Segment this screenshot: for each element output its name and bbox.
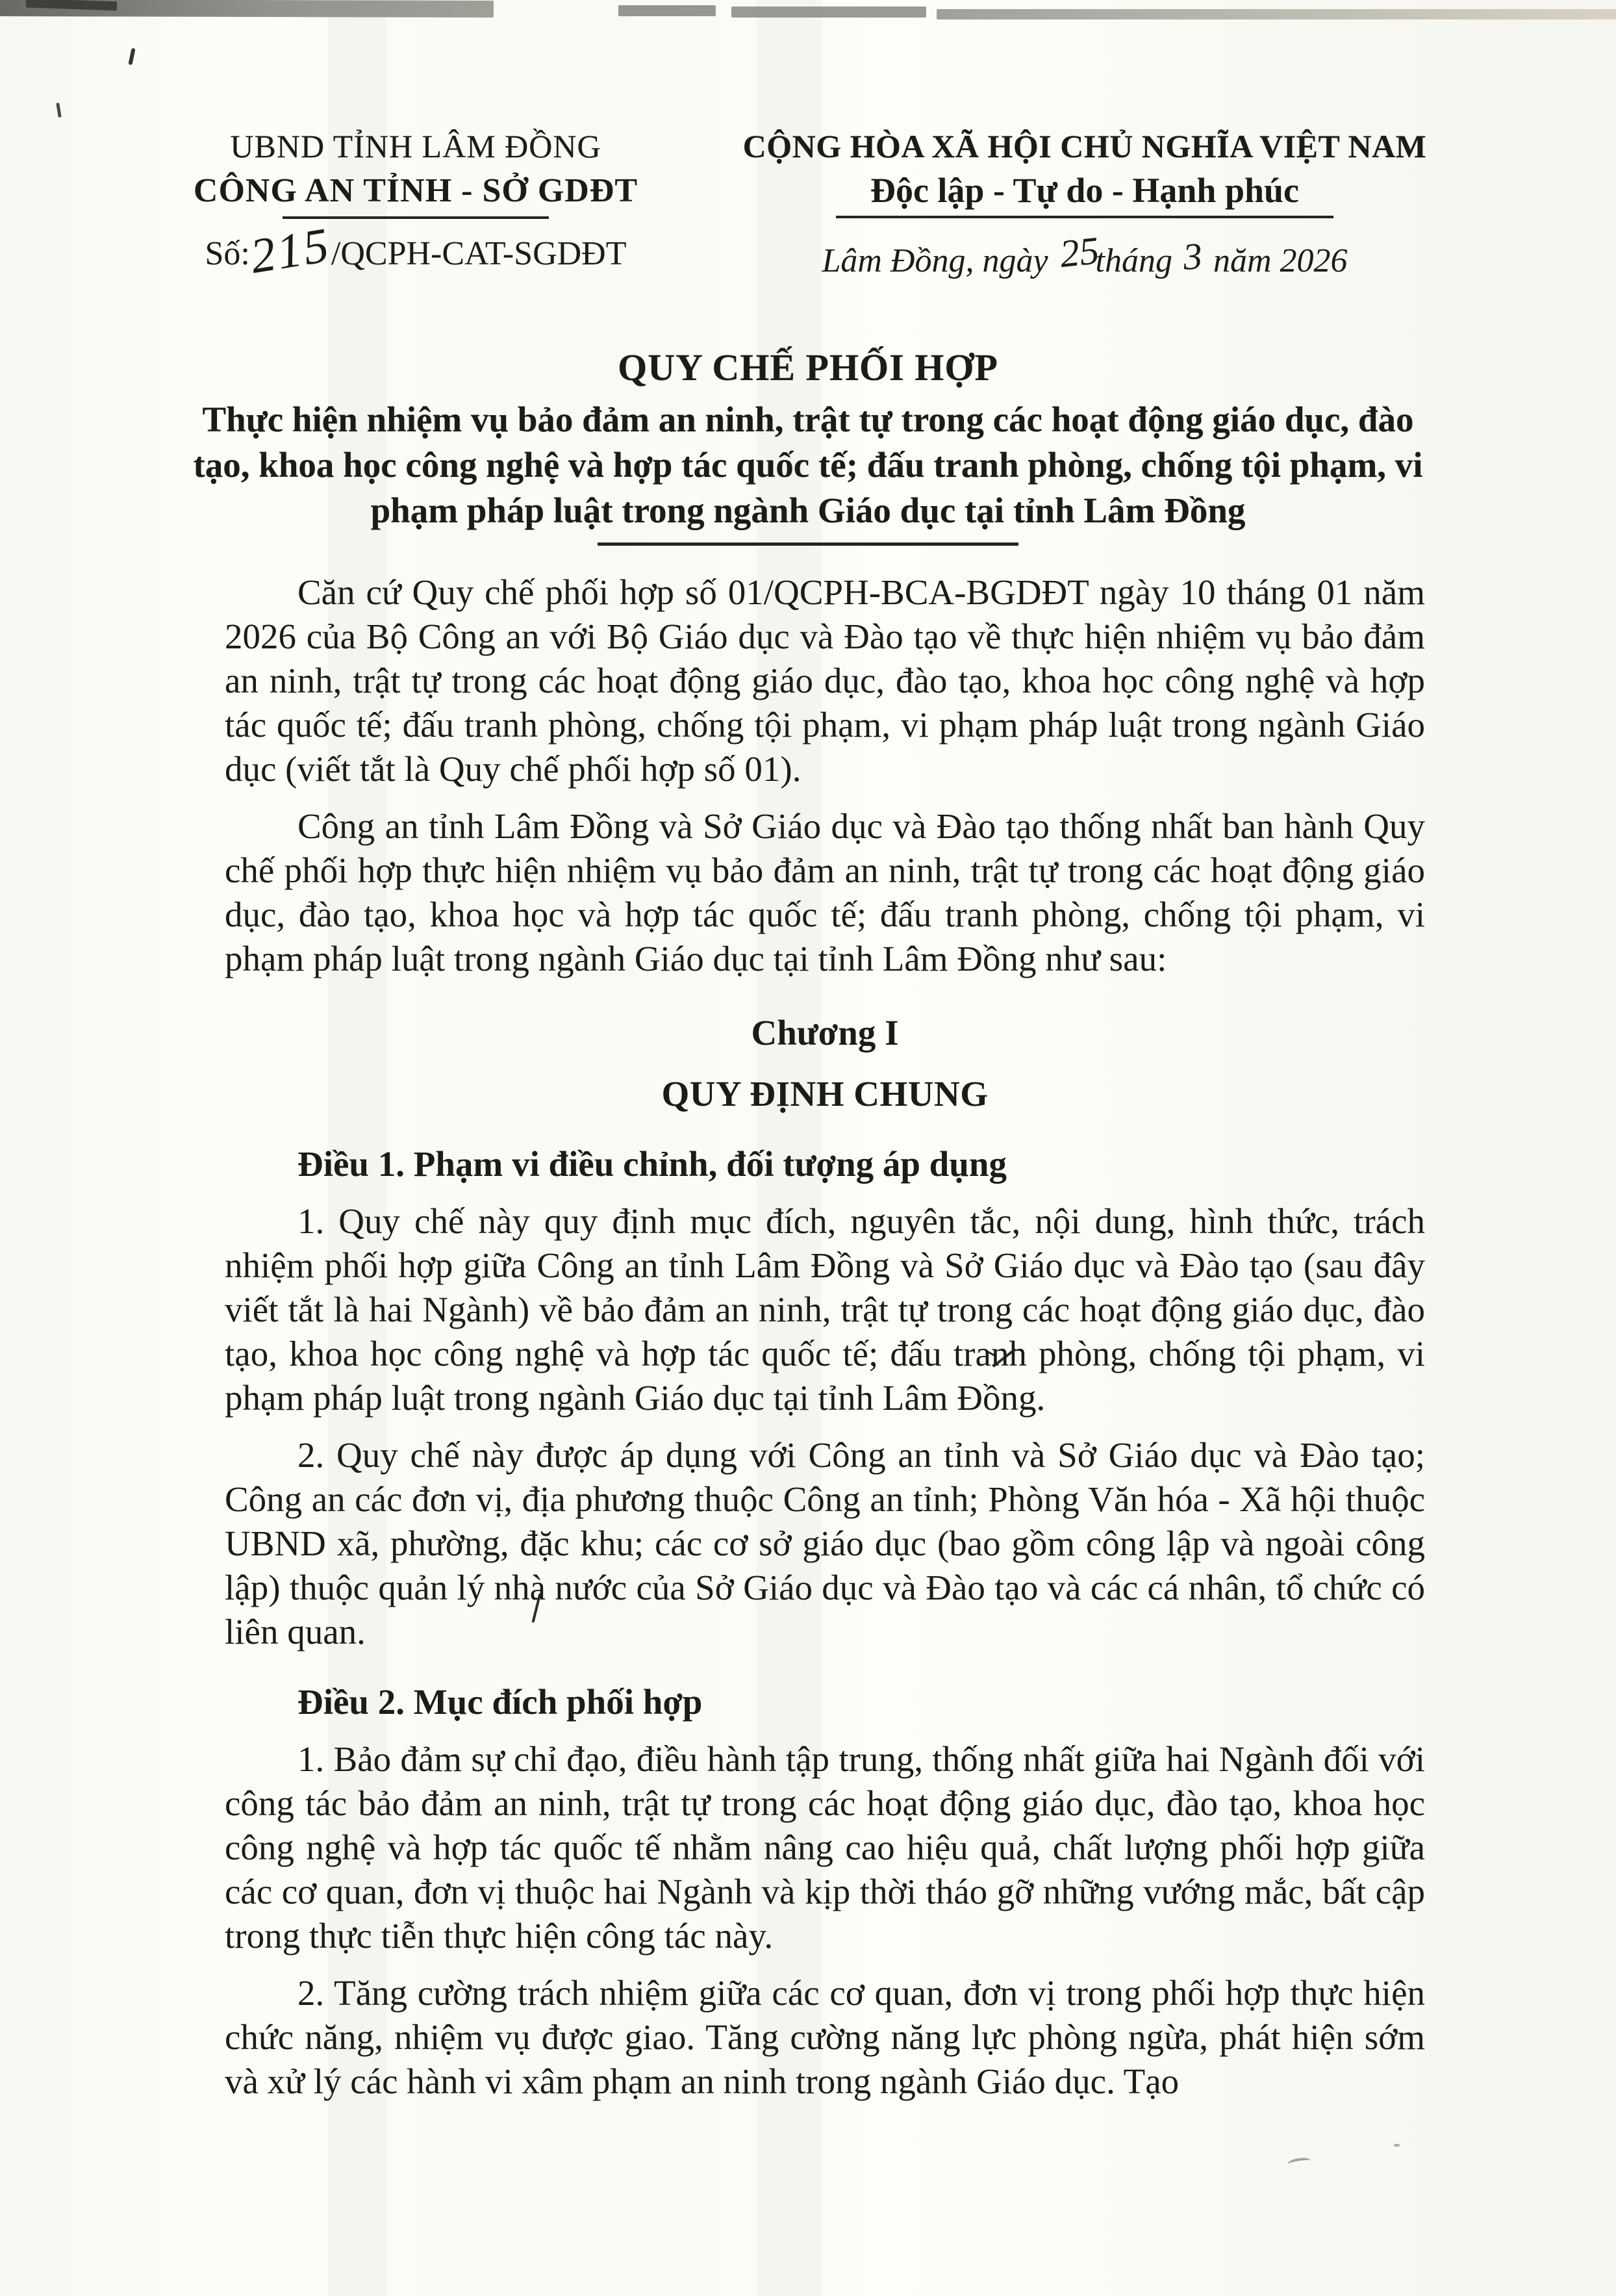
issuing-org-block (123, 127, 708, 285)
document-number-line (123, 217, 708, 285)
article-1-clause-2: 2. Quy chế này được áp dụng với Công an tỉnh và Sở Giáo dục và Đào tạo; Công an các đơn vị, địa phương thuộc Công an tỉnh; Phòng Văn hóa - Xã hội thuộc UBND xã, phường, đặc khu; các cơ sở giáo dục (bao gồm công lập và ngoài công lập) thuộc quản lý nhà nước của Sở Giáo dục và Đào tạo và các cá nhân, tổ chức có liên quan. (225, 1435, 1425, 1652)
paragraph-can-cu: Căn cứ Quy chế phối hợp số 01/QCPH-BCA-BGDĐT ngày 10 tháng 01 năm 2026 của Bộ Công an với Bộ Giáo dục và Đào tạo về thực hiện nhiệm vụ bảo đảm an ninh, trật tự trong các hoạt động giáo dục, đào tạo, khoa học công nghệ và hợp tác quốc tế; đấu tranh phòng, chống tội phạm, vi phạm pháp luật trong ngành Giáo dục (viết tắt là Quy chế phối hợp số 01). (225, 572, 1425, 789)
article-2-clause-2: 2. Tăng cường trách nhiệm giữa các cơ quan, đơn vị trong phối hợp thực hiện chức năng, nhiệm vụ được giao. Tăng cường năng lực phòng ngừa, phát hiện sớm và xử lý các hành vi xâm phạm an ninh trong ngành Giáo dục. Tạo (225, 1973, 1425, 2101)
title-block (0, 346, 1616, 546)
scan-speck (128, 48, 135, 66)
handwritten-month: 3 (1181, 235, 1204, 278)
number-label: Số: (205, 235, 250, 272)
chapter-title: QUY ĐỊNH CHUNG (661, 1074, 989, 1114)
scan-edge-artifact (618, 5, 716, 16)
number-suffix: /QCPH-CAT-SGDĐT (331, 235, 627, 272)
paragraph-ban-hanh: Công an tỉnh Lâm Đồng và Sở Giáo dục và Đào tạo thống nhất ban hành Quy chế phối hợp thực hiện nhiệm vụ bảo đảm an ninh, trật tự trong các hoạt động giáo dục, đào tạo, khoa học và hợp tác quốc tế; đấu tranh phòng, chống tội phạm, vi phạm pháp luật trong ngành Giáo dục tại tỉnh Lâm Đồng như sau: (225, 806, 1425, 978)
scan-smudge (1287, 2156, 1311, 2168)
date-prefix: Lâm Đồng, ngày (822, 242, 1048, 279)
national-title: CỘNG HÒA XÃ HỘI CHỦ NGHĨA VIỆT NAM (742, 128, 1427, 164)
date-suffix: năm 2026 (1213, 242, 1348, 279)
article-2-clause-1: 1. Bảo đảm sự chỉ đạo, điều hành tập trung, thống nhất giữa hai Ngành đối với công tác bảo đảm an ninh, trật tự trong các hoạt động giáo dục, đào tạo, khoa học công nghệ và hợp tác quốc tế nhằm nâng cao hiệu quả, chất lượng phối hợp giữa các cơ quan, đơn vị thuộc hai Ngành và kịp thời tháo gỡ những vướng mắc, bất cập trong thực tiễn thực hiện công tác này. (225, 1739, 1425, 1956)
title-underline (598, 542, 1018, 546)
handwritten-day: 25 (1057, 229, 1101, 276)
article-2-heading: Điều 2. Mục đích phối hợp (297, 1682, 703, 1722)
document-subtitle: Thực hiện nhiệm vụ bảo đảm an ninh, trật tự trong các hoạt động giáo dục, đào tạo, khoa học công nghệ và hợp tác quốc tế; đấu tranh phòng, chống tội phạm, vi phạm pháp luật trong ngành Giáo dục tại tỉnh Lâm Đồng (193, 400, 1423, 530)
document-body (225, 570, 1425, 2104)
motto-underline (836, 216, 1333, 218)
issuing-org-name: CÔNG AN TỈNH - SỞ GDĐT (193, 172, 638, 209)
article-1-heading: Điều 1. Phạm vi điều chỉnh, đối tượng áp dụng (297, 1144, 1007, 1184)
national-motto-block (740, 127, 1429, 281)
scan-edge-artifact (937, 9, 1616, 19)
parent-org-name: UBND TỈNH LÂM ĐỒNG (230, 128, 601, 164)
chapter-number: Chương I (751, 1013, 899, 1052)
document-title: QUY CHẾ PHỐI HỢP (618, 346, 998, 389)
date-thang: tháng (1095, 242, 1172, 279)
scan-edge-artifact (731, 6, 926, 18)
handwritten-number: 215 (246, 217, 335, 285)
date-line (740, 229, 1429, 281)
scan-speck (56, 103, 62, 118)
scan-smudge (1394, 2144, 1400, 2147)
national-motto: Độc lập - Tự do - Hạnh phúc (870, 171, 1300, 210)
article-1-clause-1: 1. Quy chế này quy định mục đích, nguyên tắc, nội dung, hình thức, trách nhiệm phối hợp giữa Công an tỉnh Lâm Đồng và Sở Giáo dục và Đào tạo (sau đây viết tắt là hai Ngành) về bảo đảm an ninh, trật tự trong các hoạt động giáo dục, đào tạo, khoa học công nghệ và hợp tác quốc tế; đấu tranh phòng, chống tội phạm, vi phạm pháp luật trong ngành Giáo dục tại tỉnh Lâm Đồng. (225, 1201, 1425, 1418)
